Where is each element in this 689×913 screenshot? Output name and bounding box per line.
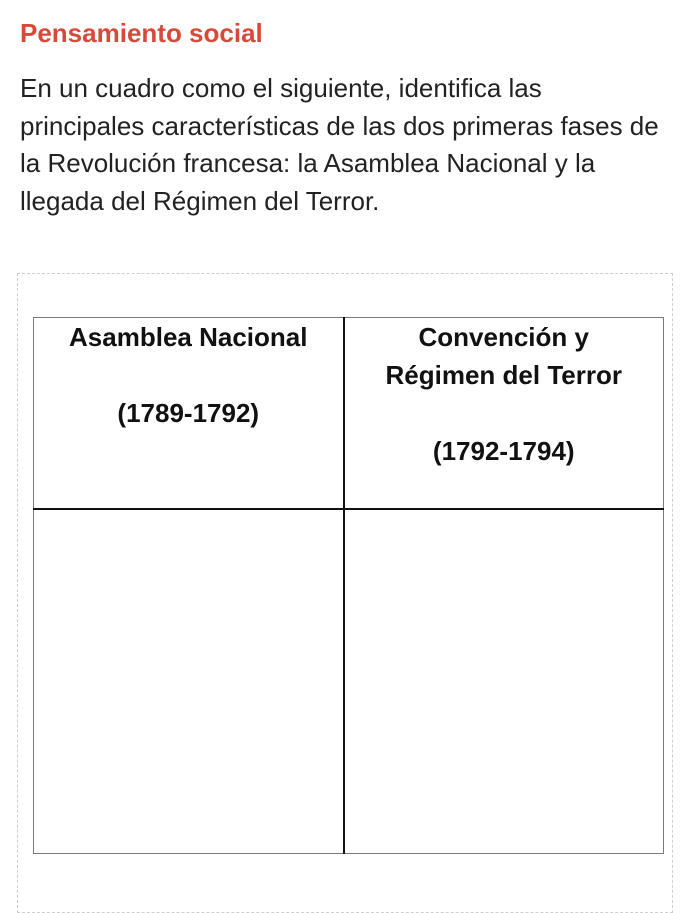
table-row [34,509,664,854]
column-title-line-2: Régimen del Terror [385,360,622,390]
table-cell-convencion-terror[interactable] [344,509,664,854]
column-spacer [345,394,664,432]
column-title: Convención y [418,322,589,352]
column-header-asamblea-nacional [34,318,344,510]
column-period: (1792-1794) [432,436,575,466]
column-spacer [34,356,343,394]
column-header-convencion-terror [344,318,664,510]
table-header-row [34,318,664,510]
section-title: Pensamiento social [20,18,263,48]
table-cell-asamblea-nacional[interactable] [34,509,344,854]
instructions-paragraph: En un cuadro como el siguiente, identifica las principales características de las dos primeras fases de la Revolución francesa: la Asamblea Nacional y la llegada del Régimen del Terror. [20,73,659,216]
column-title: Asamblea Nacional [69,322,308,352]
comparison-table [33,317,664,854]
column-period: (1789-1792) [117,398,260,428]
